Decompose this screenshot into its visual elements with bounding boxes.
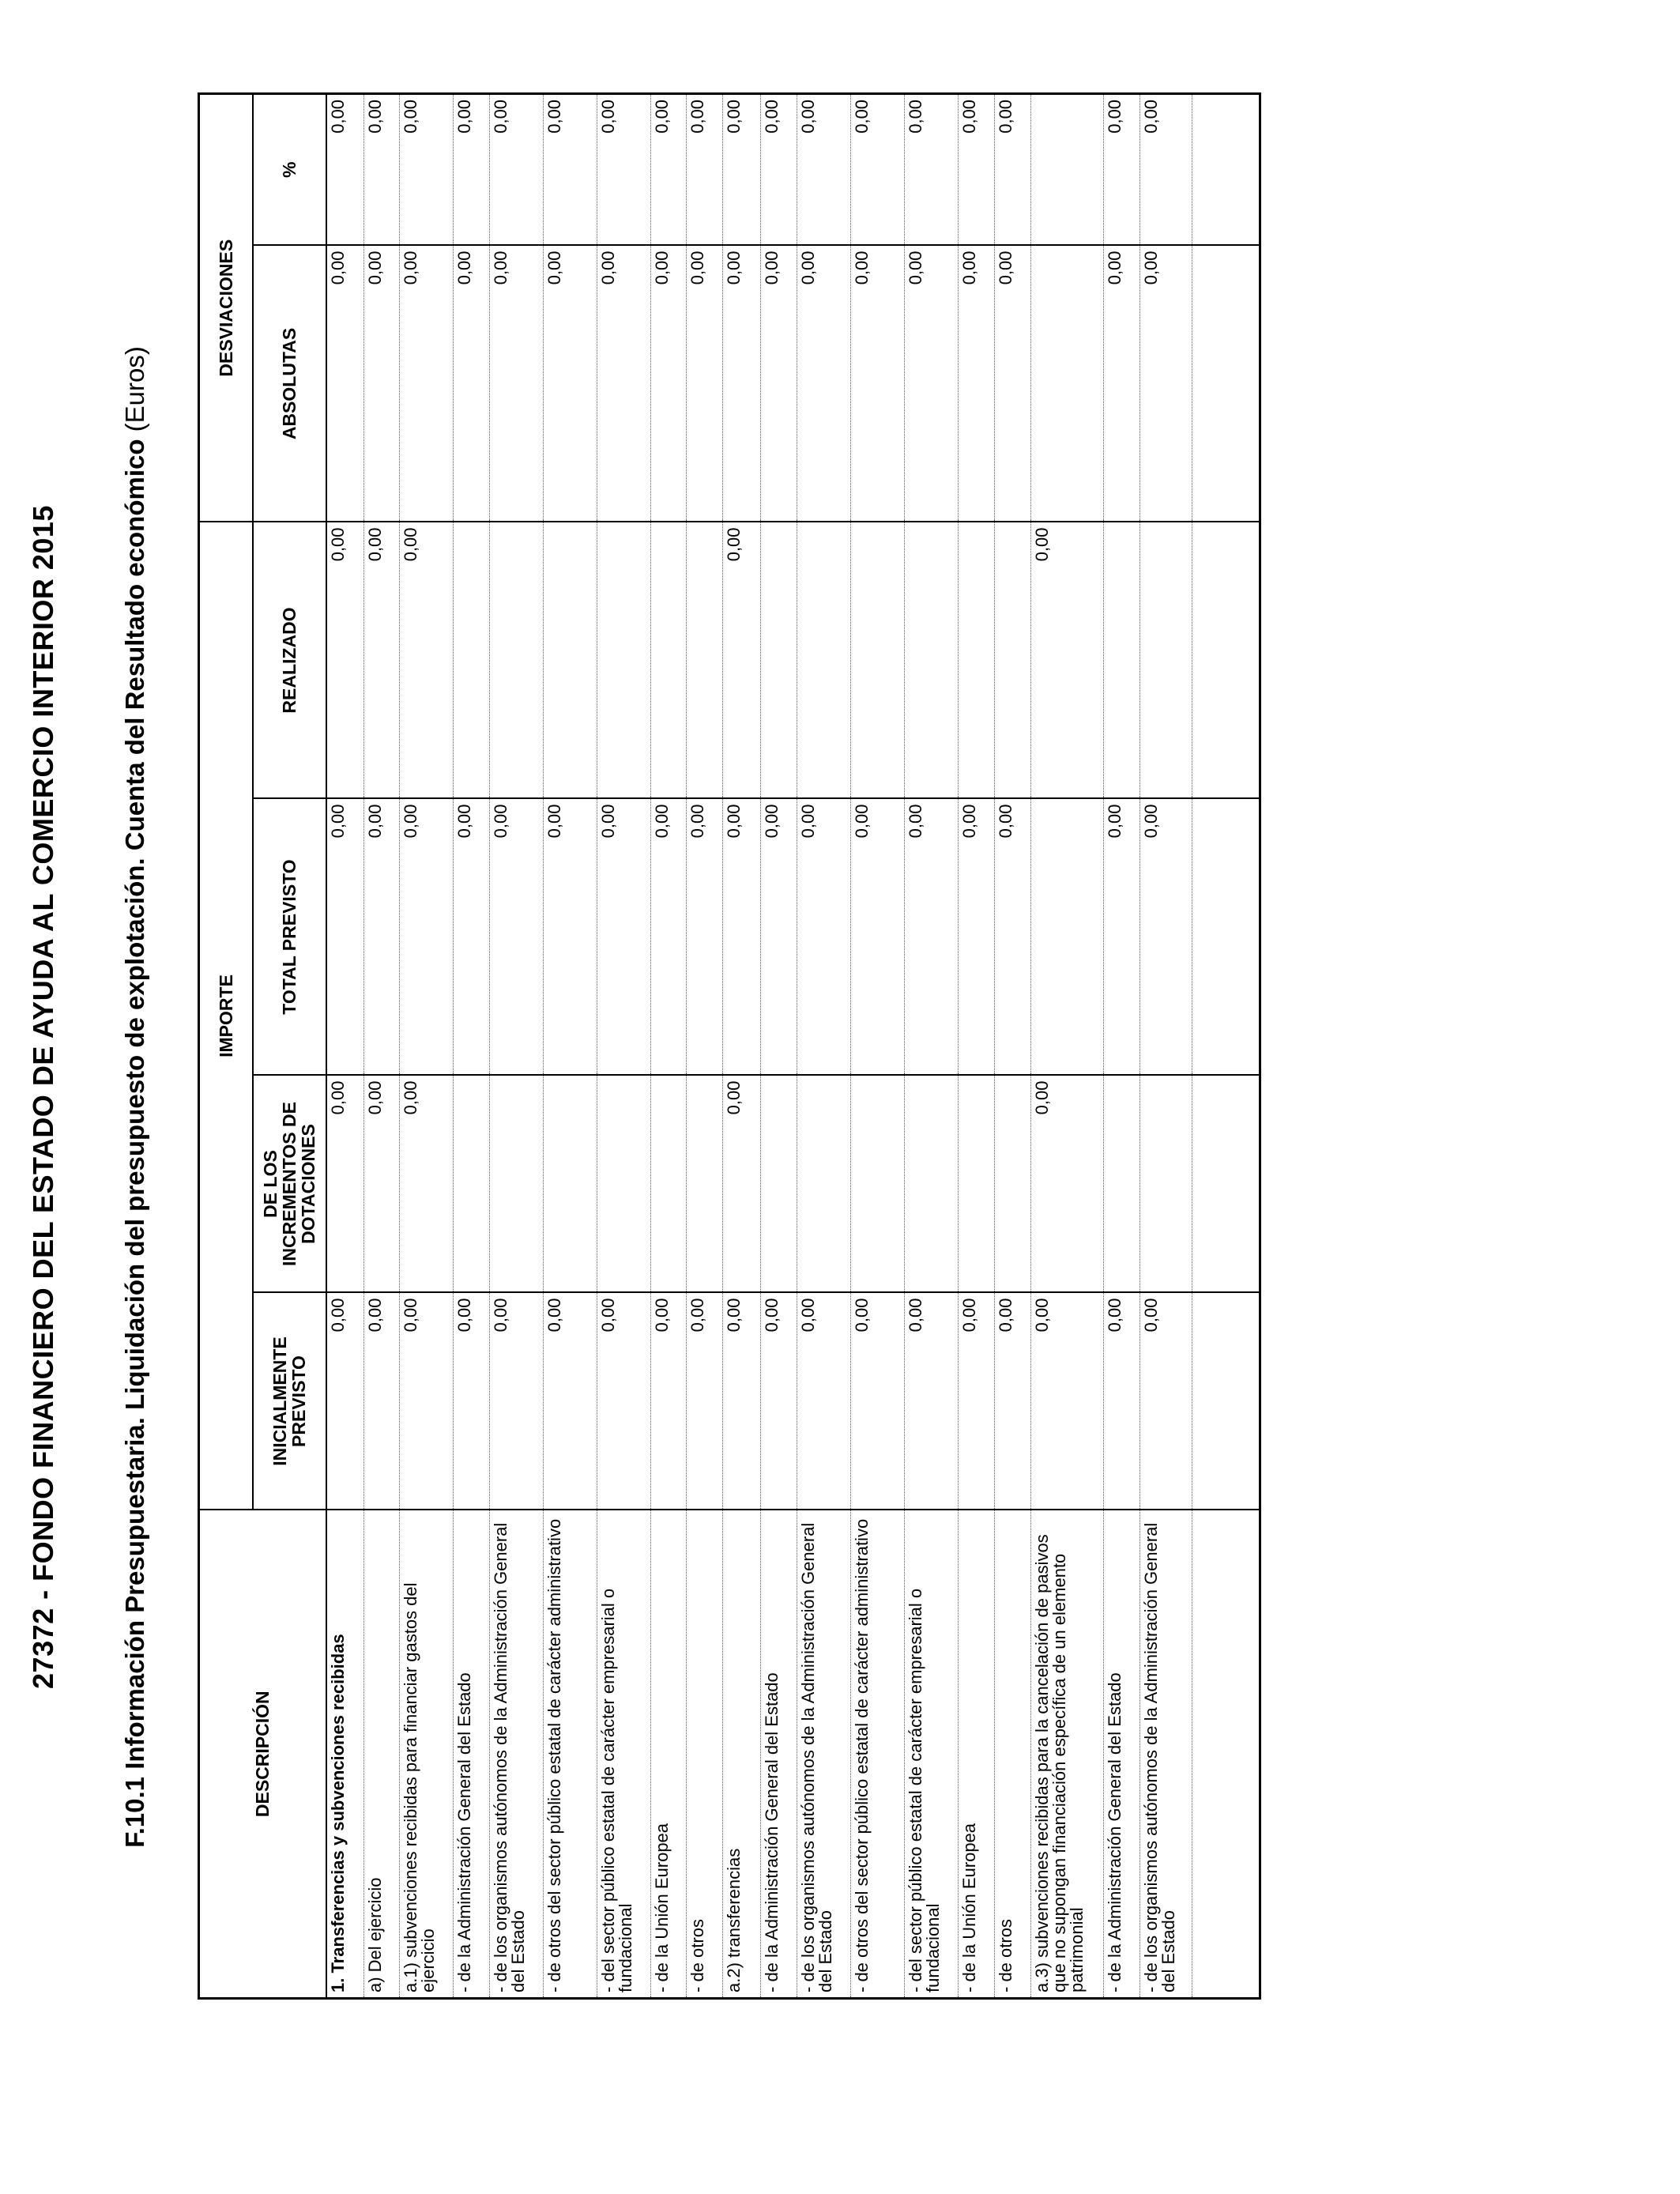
cell-incrementos-dotaciones (454, 1076, 490, 1293)
cell-inicialmente-previsto: 0,00 (326, 1293, 364, 1510)
table-row (400, 93, 454, 1998)
cell-incrementos-dotaciones (851, 1076, 905, 1293)
table-row (851, 93, 905, 1998)
empty-cell (1229, 1293, 1260, 1510)
cell-porcentaje: 0,00 (490, 93, 544, 245)
cell-incrementos-dotaciones (1104, 1076, 1140, 1293)
row-description: - de los organismos autónomos de la Administración General del Estado (797, 1510, 851, 1999)
header-total-previsto: TOTAL PREVISTO (253, 799, 326, 1076)
cell-absolutas: 0,00 (687, 245, 723, 522)
row-description: - de otros del sector público estatal de carácter administrativo (544, 1510, 597, 1999)
cell-absolutas: 0,00 (364, 245, 400, 522)
row-description: a) Del ejercicio (364, 1510, 400, 1999)
empty-cell (1229, 93, 1260, 245)
table-row (544, 93, 597, 1998)
cell-total-previsto: 0,00 (905, 799, 959, 1076)
cell-realizado (959, 522, 995, 798)
cell-incrementos-dotaciones: 0,00 (1031, 1076, 1104, 1293)
cell-realizado (905, 522, 959, 798)
cell-absolutas: 0,00 (651, 245, 687, 522)
row-description: - del sector público estatal de carácter empresarial o fundacional (597, 1510, 651, 1999)
cell-absolutas: 0,00 (1140, 245, 1192, 522)
table-row (454, 93, 490, 1998)
cell-realizado (761, 522, 797, 798)
cell-porcentaje: 0,00 (797, 93, 851, 245)
cell-total-previsto: 0,00 (651, 799, 687, 1076)
table-row (326, 93, 364, 1998)
header-realizado: REALIZADO (253, 522, 326, 798)
header-importe: IMPORTE (199, 522, 253, 1510)
cell-absolutas: 0,00 (544, 245, 597, 522)
cell-realizado (797, 522, 851, 798)
empty-cell (1192, 1076, 1229, 1293)
table-row (959, 93, 995, 1998)
row-description: 1. Transferencias y subvenciones recibidas (326, 1510, 364, 1999)
cell-realizado: 0,00 (400, 522, 454, 798)
row-description: a.1) subvenciones recibidas para financiar gastos del ejercicio (400, 1510, 454, 1999)
cell-absolutas: 0,00 (400, 245, 454, 522)
cell-incrementos-dotaciones (761, 1076, 797, 1293)
table-caption-unit: (Euros) (120, 346, 149, 439)
cell-porcentaje: 0,00 (597, 93, 651, 245)
cell-realizado (851, 522, 905, 798)
cell-absolutas: 0,00 (959, 245, 995, 522)
empty-cell (1229, 522, 1260, 798)
table-row (797, 93, 851, 1998)
cell-inicialmente-previsto: 0,00 (687, 1293, 723, 1510)
row-description: - de la Administración General del Estado (761, 1510, 797, 1999)
row-description: - de los organismos autónomos de la Administración General del Estado (490, 1510, 544, 1999)
cell-realizado (490, 522, 544, 798)
cell-porcentaje: 0,00 (326, 93, 364, 245)
table-row (1031, 93, 1104, 1998)
cell-inicialmente-previsto: 0,00 (905, 1293, 959, 1510)
cell-porcentaje: 0,00 (851, 93, 905, 245)
table-row (995, 93, 1031, 1998)
cell-incrementos-dotaciones (959, 1076, 995, 1293)
empty-row (1192, 93, 1229, 1998)
cell-inicialmente-previsto: 0,00 (490, 1293, 544, 1510)
cell-total-previsto (1031, 799, 1104, 1076)
document-title: 27372 - FONDO FINANCIERO DEL ESTADO DE AYUDA AL COMERCIO INTERIOR 2015 (27, 505, 59, 1689)
cell-inicialmente-previsto: 0,00 (364, 1293, 400, 1510)
empty-cell (1192, 245, 1229, 522)
header-desviaciones: DESVIACIONES (199, 93, 253, 522)
cell-total-previsto: 0,00 (687, 799, 723, 1076)
cell-total-previsto: 0,00 (454, 799, 490, 1076)
empty-cell (1229, 1076, 1260, 1293)
cell-total-previsto: 0,00 (797, 799, 851, 1076)
cell-realizado: 0,00 (326, 522, 364, 798)
cell-total-previsto: 0,00 (326, 799, 364, 1076)
row-description: a.2) transferencias (723, 1510, 761, 1999)
header-inicialmente-previsto: INICIALMENTE PREVISTO (253, 1293, 326, 1510)
cell-total-previsto: 0,00 (761, 799, 797, 1076)
cell-inicialmente-previsto: 0,00 (761, 1293, 797, 1510)
cell-absolutas: 0,00 (995, 245, 1031, 522)
cell-incrementos-dotaciones (490, 1076, 544, 1293)
cell-total-previsto: 0,00 (400, 799, 454, 1076)
cell-absolutas: 0,00 (851, 245, 905, 522)
row-description: - de la Administración General del Estado (454, 1510, 490, 1999)
cell-realizado (687, 522, 723, 798)
cell-total-previsto: 0,00 (490, 799, 544, 1076)
budget-table (198, 92, 1261, 2000)
cell-inicialmente-previsto: 0,00 (797, 1293, 851, 1510)
row-description: - de los organismos autónomos de la Administración General del Estado (1140, 1510, 1192, 1999)
cell-total-previsto: 0,00 (1140, 799, 1192, 1076)
cell-incrementos-dotaciones (1140, 1076, 1192, 1293)
cell-inicialmente-previsto: 0,00 (597, 1293, 651, 1510)
table-row (723, 93, 761, 1998)
cell-inicialmente-previsto: 0,00 (723, 1293, 761, 1510)
cell-absolutas: 0,00 (723, 245, 761, 522)
empty-cell (1192, 522, 1229, 798)
cell-incrementos-dotaciones (544, 1076, 597, 1293)
table-row (905, 93, 959, 1998)
cell-inicialmente-previsto: 0,00 (1031, 1293, 1104, 1510)
table-row (1104, 93, 1140, 1998)
empty-cell (1229, 245, 1260, 522)
cell-incrementos-dotaciones (905, 1076, 959, 1293)
cell-inicialmente-previsto: 0,00 (651, 1293, 687, 1510)
cell-inicialmente-previsto: 0,00 (995, 1293, 1031, 1510)
table-row (651, 93, 687, 1998)
cell-inicialmente-previsto: 0,00 (454, 1293, 490, 1510)
cell-realizado (995, 522, 1031, 798)
cell-porcentaje: 0,00 (1140, 93, 1192, 245)
cell-absolutas: 0,00 (797, 245, 851, 522)
cell-porcentaje: 0,00 (761, 93, 797, 245)
cell-absolutas: 0,00 (454, 245, 490, 522)
cell-absolutas (1031, 245, 1104, 522)
header-descripcion: DESCRIPCIÓN (199, 1510, 326, 1999)
cell-porcentaje: 0,00 (364, 93, 400, 245)
cell-inicialmente-previsto: 0,00 (959, 1293, 995, 1510)
cell-absolutas: 0,00 (597, 245, 651, 522)
cell-absolutas: 0,00 (1104, 245, 1140, 522)
cell-incrementos-dotaciones (995, 1076, 1031, 1293)
cell-realizado (1140, 522, 1192, 798)
cell-inicialmente-previsto: 0,00 (851, 1293, 905, 1510)
cell-absolutas: 0,00 (905, 245, 959, 522)
table-row (490, 93, 544, 1998)
empty-cell (1192, 799, 1229, 1076)
cell-realizado (454, 522, 490, 798)
cell-realizado: 0,00 (723, 522, 761, 798)
cell-incrementos-dotaciones (687, 1076, 723, 1293)
cell-porcentaje: 0,00 (544, 93, 597, 245)
cell-inicialmente-previsto: 0,00 (1104, 1293, 1140, 1510)
cell-incrementos-dotaciones: 0,00 (723, 1076, 761, 1293)
row-description: - del sector público estatal de carácter empresarial o fundacional (905, 1510, 959, 1999)
empty-cell (1229, 799, 1260, 1076)
empty-cell (1192, 1293, 1229, 1510)
cell-incrementos-dotaciones (597, 1076, 651, 1293)
row-description: - de otros del sector público estatal de carácter administrativo (851, 1510, 905, 1999)
cell-porcentaje: 0,00 (687, 93, 723, 245)
cell-porcentaje: 0,00 (723, 93, 761, 245)
table-row (761, 93, 797, 1998)
cell-porcentaje: 0,00 (400, 93, 454, 245)
header-incrementos-dotaciones: DE LOS INCREMENTOS DE DOTACIONES (253, 1076, 326, 1293)
cell-porcentaje: 0,00 (959, 93, 995, 245)
cell-total-previsto: 0,00 (995, 799, 1031, 1076)
header-absolutas: ABSOLUTAS (253, 245, 326, 522)
cell-total-previsto: 0,00 (364, 799, 400, 1076)
table-body (326, 93, 1260, 1998)
cell-porcentaje: 0,00 (905, 93, 959, 245)
header-porcentaje: % (253, 93, 326, 245)
cell-incrementos-dotaciones: 0,00 (326, 1076, 364, 1293)
cell-realizado: 0,00 (364, 522, 400, 798)
cell-realizado (544, 522, 597, 798)
cell-total-previsto: 0,00 (544, 799, 597, 1076)
cell-total-previsto: 0,00 (959, 799, 995, 1076)
table-caption (120, 0, 150, 2194)
cell-total-previsto: 0,00 (597, 799, 651, 1076)
cell-absolutas: 0,00 (326, 245, 364, 522)
row-description: a.3) subvenciones recibidas para la cancelación de pasivos que no supongan financiación específica de un elemento patrimonial (1031, 1510, 1104, 1999)
cell-porcentaje (1031, 93, 1104, 245)
empty-cell (1192, 93, 1229, 245)
cell-realizado (1104, 522, 1140, 798)
empty-cell (1229, 1510, 1260, 1999)
cell-porcentaje: 0,00 (1104, 93, 1140, 245)
cell-inicialmente-previsto: 0,00 (544, 1293, 597, 1510)
row-description: - de la Administración General del Estado (1104, 1510, 1140, 1999)
cell-absolutas: 0,00 (490, 245, 544, 522)
cell-realizado (651, 522, 687, 798)
cell-absolutas: 0,00 (761, 245, 797, 522)
cell-incrementos-dotaciones (651, 1076, 687, 1293)
cell-inicialmente-previsto: 0,00 (400, 1293, 454, 1510)
cell-total-previsto: 0,00 (851, 799, 905, 1076)
cell-incrementos-dotaciones: 0,00 (364, 1076, 400, 1293)
cell-porcentaje: 0,00 (454, 93, 490, 245)
table-row (687, 93, 723, 1998)
row-description: - de otros (687, 1510, 723, 1999)
table-row (364, 93, 400, 1998)
table-row (1140, 93, 1192, 1998)
cell-realizado: 0,00 (1031, 522, 1104, 798)
cell-inicialmente-previsto: 0,00 (1140, 1293, 1192, 1510)
cell-porcentaje: 0,00 (651, 93, 687, 245)
cell-incrementos-dotaciones (797, 1076, 851, 1293)
empty-cell (1192, 1510, 1229, 1999)
cell-realizado (597, 522, 651, 798)
cell-total-previsto: 0,00 (723, 799, 761, 1076)
row-description: - de la Unión Europea (959, 1510, 995, 1999)
row-description: - de otros (995, 1510, 1031, 1999)
row-description: - de la Unión Europea (651, 1510, 687, 1999)
cell-total-previsto: 0,00 (1104, 799, 1140, 1076)
cell-incrementos-dotaciones: 0,00 (400, 1076, 454, 1293)
empty-row (1229, 93, 1260, 1998)
table-caption-main: F.10.1 Información Presupuestaria. Liquidación del presupuesto de explotación. Cuenta del Resultado económico (120, 439, 149, 1848)
cell-porcentaje: 0,00 (995, 93, 1031, 245)
table-row (597, 93, 651, 1998)
